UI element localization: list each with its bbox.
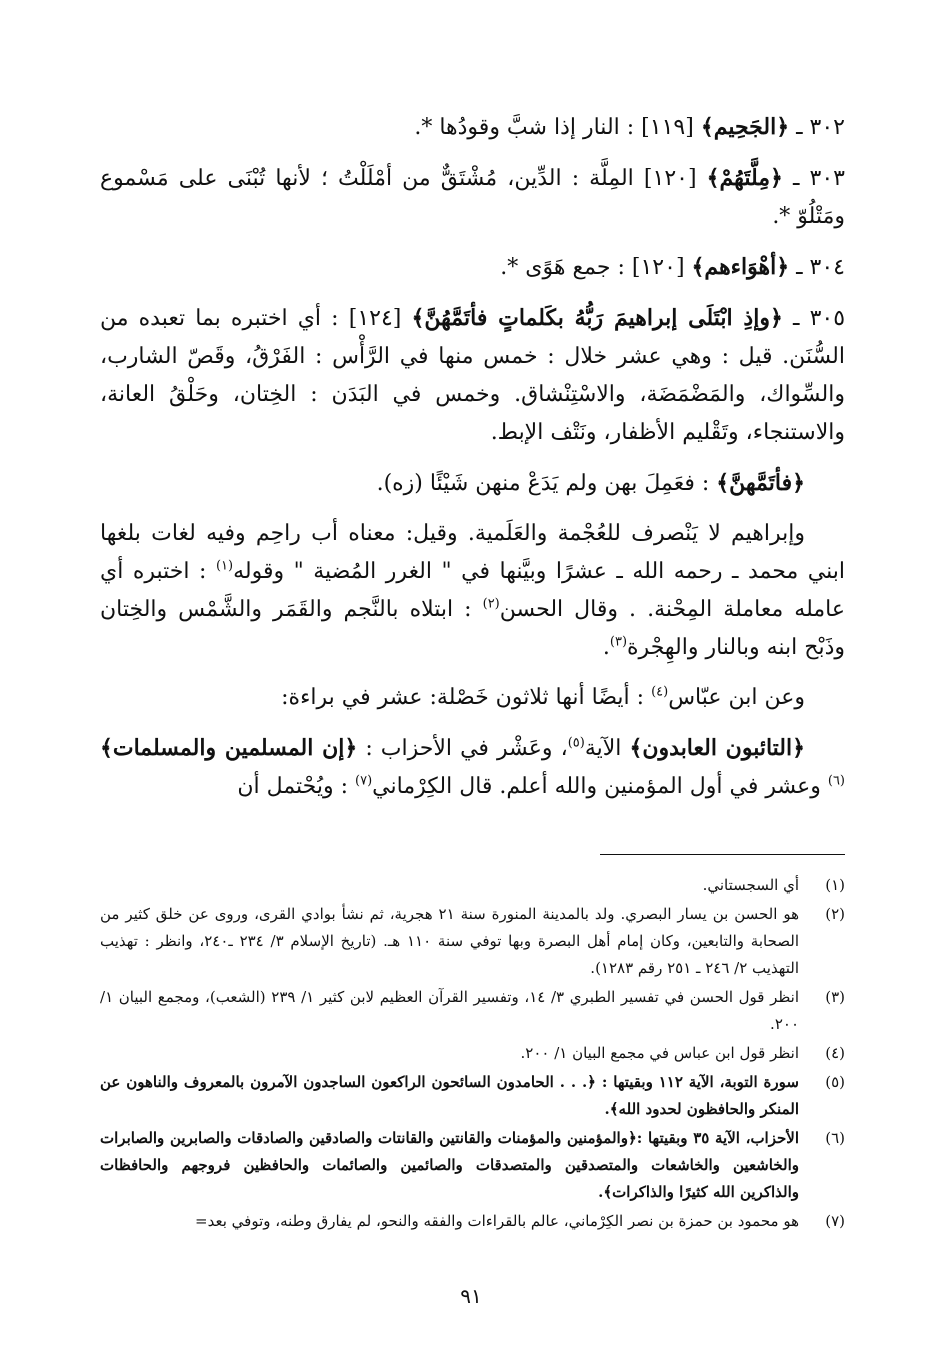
entry-text: : جمع هَوًى *. bbox=[500, 255, 625, 280]
footnote-text: انظر قول ابن عباس في مجمع البيان ١/ ٢٠٠. bbox=[520, 1044, 799, 1062]
verse-ref: [١٢٠] bbox=[631, 255, 685, 280]
entry-number: ٣٠٣ ـ bbox=[793, 166, 845, 191]
quran-word: ﴿أهْوَاءهم﴾ bbox=[691, 254, 790, 280]
footnote bbox=[100, 1069, 845, 1123]
footnote-ref: (٧) bbox=[355, 773, 373, 789]
footnote bbox=[100, 1125, 845, 1206]
entry-text: : النار إذا شبَّ وقودُها *. bbox=[414, 115, 635, 140]
footnote-text: هو محمود بن حمزة بن نصر الكِرْماني، عالم بالقراءات والفقه والنحو، لم يفارق وطنه، وتوفي بعد= bbox=[195, 1212, 799, 1230]
footnote-text: انظر قول الحسن في تفسير الطبري ٣/ ١٤، وتفسير القرآن العظيم لابن كثير ١/ ٢٣٩ (الشعب)، ومجمع البيان ١/ ٢٠٠. bbox=[100, 988, 799, 1033]
footnote bbox=[100, 872, 845, 899]
paragraph-ibrahim bbox=[100, 515, 845, 667]
main-text bbox=[100, 108, 845, 818]
footnote-number: (٤) bbox=[825, 1044, 845, 1062]
paragraph-ibn-abbas bbox=[100, 679, 845, 717]
entry-number: ٣٠٤ ـ bbox=[796, 255, 845, 280]
footnote-ref: (٦) bbox=[827, 773, 845, 789]
paragraph-text: : ابتلاه بالنَّجم والقَمَر والشَّمْس والخِتان وذَبْح ابنه وبالنار والهِجْرة bbox=[100, 597, 845, 660]
paragraph-text: ، وعَشْر في الأحزاب : bbox=[365, 736, 568, 761]
footnote-number: (٦) bbox=[825, 1129, 845, 1147]
quran-word: ﴿مِلَّتَهُمْ﴾ bbox=[706, 165, 783, 191]
paragraph-text: الآية bbox=[584, 736, 622, 761]
quran-phrase: ﴿إن المسلمين والمسلمات﴾ bbox=[100, 735, 358, 761]
entry-text: : أي اختبره بما تعبده من السُّنَن. قيل : وهي عشر خلال : خمس منها في الرَّأْس : الفَرْقُ، وقَصّ الشارب، والسِّواك، والمَضْمَضَة، والاسْتِنْشاق. وخمس في البَدَن : الخِتان، وحَلْقُ العانة، والاستنجاء، وتَقْليم الأظفار، ونَتْف الإبط. bbox=[100, 306, 845, 445]
footnote-ref: (٣) bbox=[609, 634, 628, 650]
paragraph-text: : فعَمِلَ بهن ولم يَدَعْ منهن شَيْئًا (زه). bbox=[376, 471, 710, 496]
footnote-number: (٧) bbox=[825, 1212, 845, 1230]
entry-305 bbox=[100, 299, 845, 452]
footnote-ref: (١) bbox=[215, 558, 234, 574]
entry-303 bbox=[100, 159, 845, 236]
entry-number: ٣٠٥ ـ bbox=[792, 306, 846, 331]
entry-304 bbox=[100, 248, 845, 287]
paragraph-text: : اختبره أي عامله معاملة المِحْنة. . وقال الحسن bbox=[100, 559, 845, 622]
footnote-text: سورة التوبة، الآية ١١٢ وبقيتها : ﴿. . . الحامدون السائحون الراكعون الساجدون الآمرون بالمعروف والناهون عن المنكر والحافظون لحدود الله﴾. bbox=[100, 1073, 799, 1118]
quran-phrase: ﴿وإذِ ابْتَلَى إبراهيمَ رَبُّهُ بكَلماتٍ فأتَمَّهُنَّ﴾ bbox=[411, 305, 783, 331]
footnote-ref: (٥) bbox=[567, 735, 585, 751]
footnote-number: (٣) bbox=[825, 988, 845, 1006]
paragraph-text: : أيضًا أنها ثلاثون خَصْلة: عشر في براءة: bbox=[281, 685, 645, 710]
footnotes bbox=[100, 872, 845, 1237]
footnote bbox=[100, 1040, 845, 1067]
entry-number: ٣٠٢ ـ bbox=[796, 115, 845, 140]
quran-phrase: ﴿التائبون العابدون﴾ bbox=[629, 735, 806, 761]
footnote-text: الأحزاب، الآية ٣٥ وبقيتها :﴿والمؤمنين والمؤمنات والقانتين والقانتات والصادقين والصادقات والصابرين والصابرات والخاشعين والخاشعات والمتصدقين والمتصدقات والصائمين والصائمات والحافظين فروجهم والحافظات والذاكرين الله كثيرًا والذاكرات﴾. bbox=[100, 1129, 800, 1201]
footnote bbox=[100, 901, 845, 982]
footnote-ref: (٢) bbox=[482, 596, 500, 612]
entry-text: المِلَّة : الدِّين، مُشْتَقٌّ من أمْلَلْتُ ؛ لأنها تُبْنَى على مَسْموع ومَتْلُوّ *. bbox=[100, 166, 845, 229]
verse-ref: [١٢٠] bbox=[643, 166, 697, 191]
footnote-number: (٥) bbox=[825, 1073, 845, 1091]
footnote bbox=[100, 1208, 845, 1235]
footnote-text: أي السجستاني. bbox=[702, 876, 799, 894]
paragraph-text: . bbox=[602, 635, 610, 660]
paragraph-text: : ويُحْتمل أن bbox=[237, 774, 349, 799]
verse-ref: [١١٩] bbox=[641, 115, 694, 140]
footnote-divider bbox=[600, 854, 845, 855]
footnote-ref: (٤) bbox=[651, 684, 669, 700]
footnote-number: (١) bbox=[825, 876, 845, 894]
footnote-text: هو الحسن بن يسار البصري. ولد بالمدينة المنورة سنة ٢١ هجرية، ثم نشأ بوادي القرى، وروى عن خلق كثير من الصحابة والتابعين، وكان إمام أهل البصرة وبها توفي سنة ١١٠ هـ. (تاريخ الإسلام ٣/ ٢٣٤ ـ٢٤٠، وانظر : تهذيب التهذيب ٢/ ٢٤٦ ـ ٢٥١ رقم ١٢٨٣). bbox=[100, 905, 800, 977]
quran-word: ﴿الجَحِيم﴾ bbox=[700, 114, 790, 140]
footnote-number: (٢) bbox=[825, 905, 845, 923]
paragraph-text: وعن ابن عبّاس bbox=[668, 685, 805, 710]
entry-302 bbox=[100, 108, 845, 147]
paragraph-text: وإبراهيم لا يَنْصرف للعُجْمة والعَلَمية. وقيل: معناه أب راحِم وفيه لغات بلغها ابني محمد ـ رحمه الله ـ عشرًا وبيَّنها في " الغرر المُضية " وقوله bbox=[100, 521, 845, 584]
footnote bbox=[100, 984, 845, 1038]
paragraph-fatammahunna bbox=[100, 464, 845, 503]
paragraph-text: وعشر في أول المؤمنين والله أعلم. قال الكِرْماني bbox=[372, 774, 821, 799]
page-number: ٩١ bbox=[460, 1284, 482, 1308]
paragraph-verses bbox=[100, 729, 845, 806]
verse-ref: [١٢٤] bbox=[348, 306, 402, 331]
quran-word: ﴿فأتَمَّهنَّ﴾ bbox=[716, 470, 805, 496]
